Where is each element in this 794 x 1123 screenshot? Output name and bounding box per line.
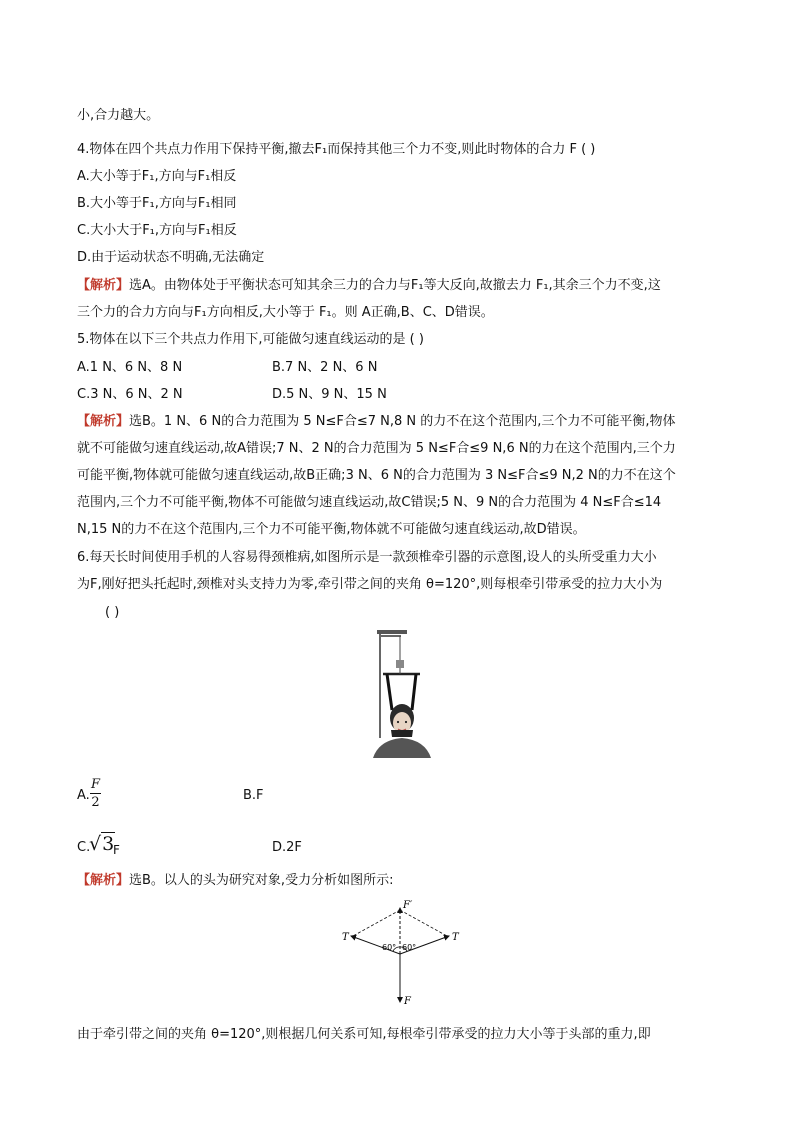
question-4-stem: 4.物体在四个共点力作用下保持平衡,撤去F₁而保持其他三个力不变,则此时物体的合力 F ( ) bbox=[77, 142, 596, 157]
question-6-analysis-cont: 由于牵引带之间的夹角 θ=120°,则根据几何关系可知,每根牵引带承受的拉力大小等于头部的重力,即 bbox=[77, 1027, 651, 1042]
label-t-left: T bbox=[342, 932, 349, 943]
chin-strap bbox=[391, 730, 413, 737]
question-4-option-a: A.大小等于F₁,方向与F₁相反 bbox=[77, 169, 237, 184]
question-5-analysis-5: N,15 N的力不在这个范围内,三个力不可能平衡,物体就不可能做匀速直线运动,故D错误。 bbox=[77, 522, 586, 537]
question-5-option-c: C.3 N、6 N、2 N bbox=[77, 387, 183, 402]
device-top-bar bbox=[377, 630, 407, 634]
strap-left bbox=[387, 674, 392, 710]
label-angle-left: 60° bbox=[382, 943, 397, 952]
analysis-tag: 【解析】 bbox=[77, 278, 130, 293]
analysis-text: 选B。以人的头为研究对象,受力分析如图所示: bbox=[129, 873, 394, 888]
question-5-option-d: D.5 N、9 N、15 N bbox=[272, 387, 387, 402]
analysis-tag: 【解析】 bbox=[77, 873, 130, 888]
question-6-stem-1: 6.每天长时间使用手机的人容易得颈椎病,如图所示是一款颈椎牵引器的示意图,设人的头所受重力大小 bbox=[77, 550, 657, 565]
sqrt-expression: √3 bbox=[89, 833, 115, 855]
question-6-option-b: B.F bbox=[243, 788, 264, 803]
traction-device-illustration bbox=[365, 630, 435, 758]
question-6-analysis bbox=[77, 871, 393, 891]
question-6-option-d: D.2F bbox=[272, 840, 302, 855]
question-4-option-c: C.大小大于F₁,方向与F₁相反 bbox=[77, 223, 237, 238]
question-4-analysis bbox=[77, 276, 661, 296]
fraction-numerator: F bbox=[90, 777, 101, 792]
device-weight bbox=[396, 660, 404, 668]
question-4-option-d: D.由于运动状态不明确,无法确定 bbox=[77, 250, 265, 265]
question-5-analysis-2: 就不可能做匀速直线运动,故A错误;7 N、2 N的合力范围为 5 N≤F合≤9 N,6 N的力在这个范围内,三个力 bbox=[77, 441, 676, 456]
shoulders bbox=[373, 738, 431, 758]
question-6-blank: ( ) bbox=[105, 605, 120, 620]
question-5-stem: 5.物体在以下三个共点力作用下,可能做匀速直线运动的是 ( ) bbox=[77, 332, 424, 347]
continuation-text: 小,合力越大。 bbox=[77, 108, 160, 123]
radicand: 3 bbox=[102, 833, 115, 855]
strap-right bbox=[412, 674, 416, 710]
analysis-tag: 【解析】 bbox=[77, 414, 130, 429]
question-5-analysis-4: 范围内,三个力不可能平衡,物体不可能做匀速直线运动,故C错误;5 N、9 N的合力范围为 4 N≤F合≤14 bbox=[77, 495, 662, 510]
question-5-analysis bbox=[77, 412, 676, 432]
question-6-option-c-prefix: C. bbox=[77, 840, 91, 855]
question-4-option-b: B.大小等于F₁,方向与F₁相同 bbox=[77, 196, 237, 211]
label-f-prime: F′ bbox=[403, 900, 413, 911]
analysis-text: 选A。由物体处于平衡状态可知其余三力的合力与F₁等大反向,故撤去力 F₁,其余三个力不变,这 bbox=[129, 278, 661, 293]
fraction-denominator: 2 bbox=[91, 795, 100, 810]
fraction-bar bbox=[90, 793, 101, 794]
parallelogram-right bbox=[400, 910, 447, 936]
force-diagram bbox=[335, 898, 465, 1010]
fraction-f-over-2 bbox=[90, 777, 101, 810]
label-angle-right: 60° bbox=[402, 943, 417, 952]
question-5-option-a: A.1 N、6 N、8 N bbox=[77, 360, 183, 375]
question-5-option-b: B.7 N、2 N、6 N bbox=[272, 360, 378, 375]
question-6-option-a-prefix: A. bbox=[77, 788, 90, 803]
question-4-analysis-cont: 三个力的合力方向与F₁方向相反,大小等于 F₁。则 A正确,B、C、D错误。 bbox=[77, 305, 494, 320]
analysis-text: 选B。1 N、6 N的合力范围为 5 N≤F合≤7 N,8 N 的力不在这个范围内,三个力不可能平衡,物体 bbox=[129, 414, 676, 429]
question-6-option-c-suffix: F bbox=[113, 843, 120, 857]
question-6-stem-2: 为F,刚好把头托起时,颈椎对头支持力为零,牵引带之间的夹角 θ=120°,则每根牵引带承受的拉力大小为 bbox=[77, 577, 663, 592]
parallelogram-left bbox=[353, 910, 400, 936]
question-5-analysis-3: 可能平衡,物体就可能做匀速直线运动,故B正确;3 N、6 N的合力范围为 3 N≤F合≤9 N,2 N的力不在这个 bbox=[77, 468, 676, 483]
label-t-right: T bbox=[452, 932, 459, 943]
label-f: F bbox=[404, 996, 411, 1007]
